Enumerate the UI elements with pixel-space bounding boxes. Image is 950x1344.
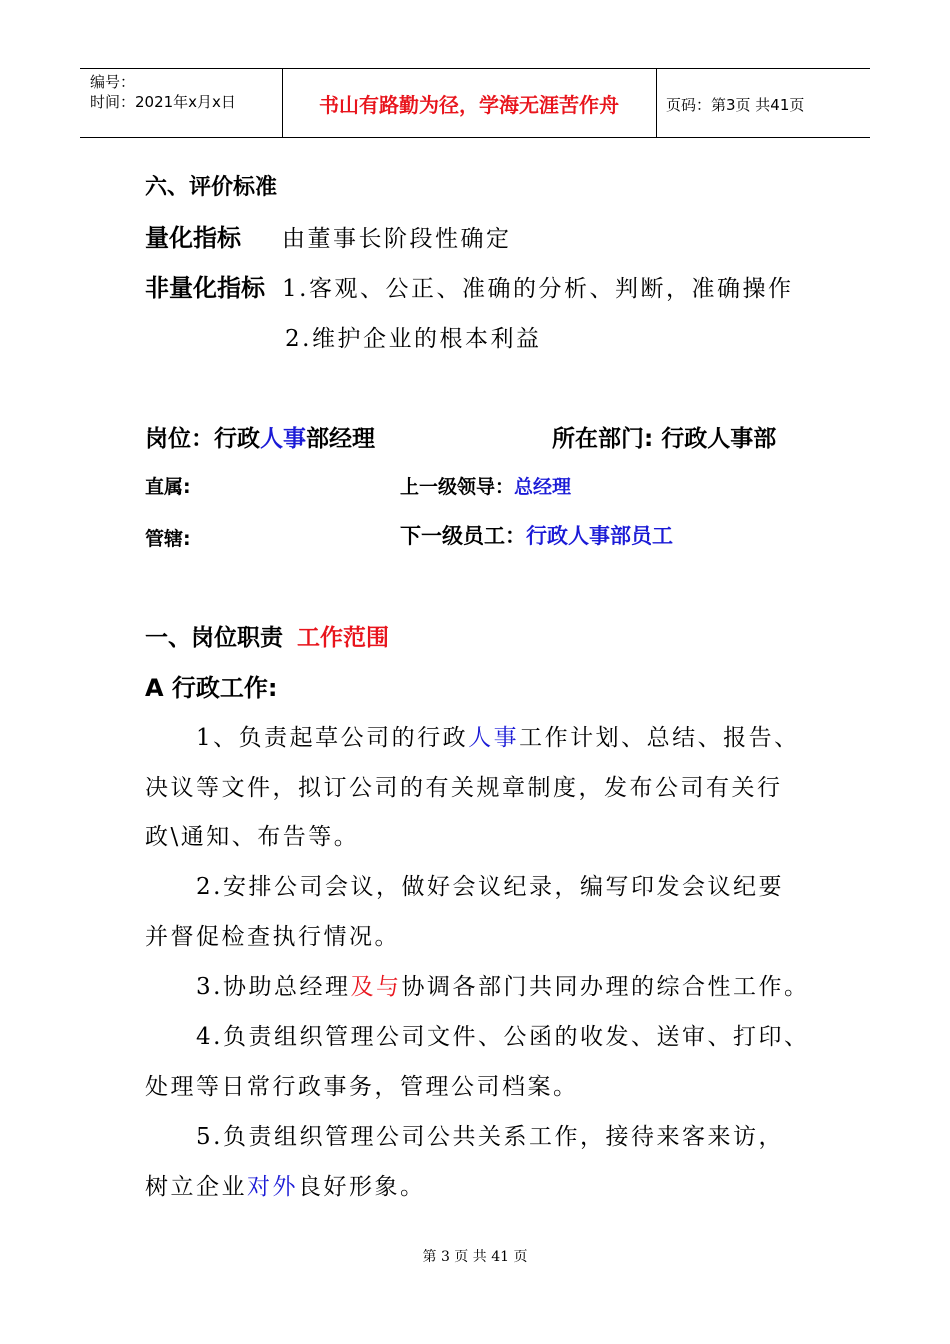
- motto: 书山有路勤为径，学海无涯苦作舟: [319, 93, 619, 117]
- post-line: [145, 420, 375, 453]
- duty-highlight: 对外: [247, 1174, 298, 1200]
- manage-label: 管辖:: [145, 528, 191, 550]
- superior-line: [400, 472, 571, 499]
- evaluation-heading: 六、评价标准: [145, 175, 278, 200]
- duty-item-4-line-2: 处理等日常行政事务，管理公司档案。: [145, 1074, 579, 1100]
- superior-label: 上一级领导：: [400, 476, 515, 498]
- time-label: 时间：2021年x月x日: [90, 93, 236, 111]
- superior-value: 总经理: [514, 476, 572, 498]
- post-highlight: 人事: [260, 426, 306, 452]
- post-label: 岗位：行政: [145, 426, 260, 452]
- duty-item-4-line-1: 4.负责组织管理公司文件、公函的收发、送审、打印、: [196, 1024, 810, 1050]
- page-header: [80, 68, 870, 138]
- direct-label: 直属:: [145, 476, 191, 498]
- duties-heading: 一、岗位职责: [145, 625, 283, 651]
- duty-highlight: 人事: [468, 725, 520, 751]
- page-footer: 第 3 页 共 41 页: [422, 1249, 528, 1265]
- duty-item-2-line-2: 并督促检查执行情况。: [145, 924, 400, 950]
- subordinate-label: 下一级员工：: [400, 524, 526, 548]
- duty-text: 3.协助总经理: [196, 974, 351, 1000]
- quant-label: 量化指标: [145, 224, 241, 252]
- section-a-heading: A 行政工作:: [145, 674, 278, 702]
- page-label: 页码：第3页 共41页: [666, 96, 805, 114]
- duties-heading-line: [145, 619, 389, 652]
- duty-highlight: 及与: [350, 974, 402, 1000]
- quant-value: 由董事长阶段性确定: [282, 226, 512, 252]
- duties-heading-highlight: 工作范围: [297, 625, 390, 651]
- nonquant-label: 非量化指标: [145, 274, 265, 302]
- subordinate-value: 行政人事部员工: [526, 524, 673, 548]
- duty-item-5-line-2: [145, 1168, 426, 1201]
- duty-item-1-line-2: 决议等文件，拟订公司的有关规章制度，发布公司有关行: [145, 775, 783, 801]
- quant-row: [145, 218, 241, 253]
- duty-item-5-line-1: 5.负责组织管理公司公共关系工作，接待来客来访，: [196, 1124, 784, 1150]
- duty-item-1-line-3: 政\通知、布告等。: [145, 824, 360, 850]
- post-suffix: 部经理: [306, 426, 375, 452]
- nonquant-item-2: 2.维护企业的根本利益: [285, 326, 542, 352]
- duty-item-1-line-1: [196, 719, 800, 752]
- duty-text: 工作计划、总结、报告、: [519, 725, 800, 751]
- duty-item-3: [196, 968, 809, 1001]
- duty-text: 协调各部门共同办理的综合性工作。: [401, 974, 810, 1000]
- duty-text: 树立企业: [145, 1174, 247, 1200]
- duty-item-2-line-1: 2.安排公司会议，做好会议纪录，编写印发会议纪要: [196, 874, 784, 900]
- duty-text: 良好形象。: [298, 1174, 426, 1200]
- serial-label: 编号：: [90, 73, 136, 91]
- duty-text: 1、负责起草公司的行政: [196, 725, 469, 751]
- dept-label: 所在部门: 行政人事部: [552, 426, 777, 452]
- header-divider: [656, 69, 657, 137]
- nonquant-item-1: 1.客观、公正、准确的分析、判断，准确操作: [282, 276, 794, 302]
- subordinate-line: [400, 520, 673, 550]
